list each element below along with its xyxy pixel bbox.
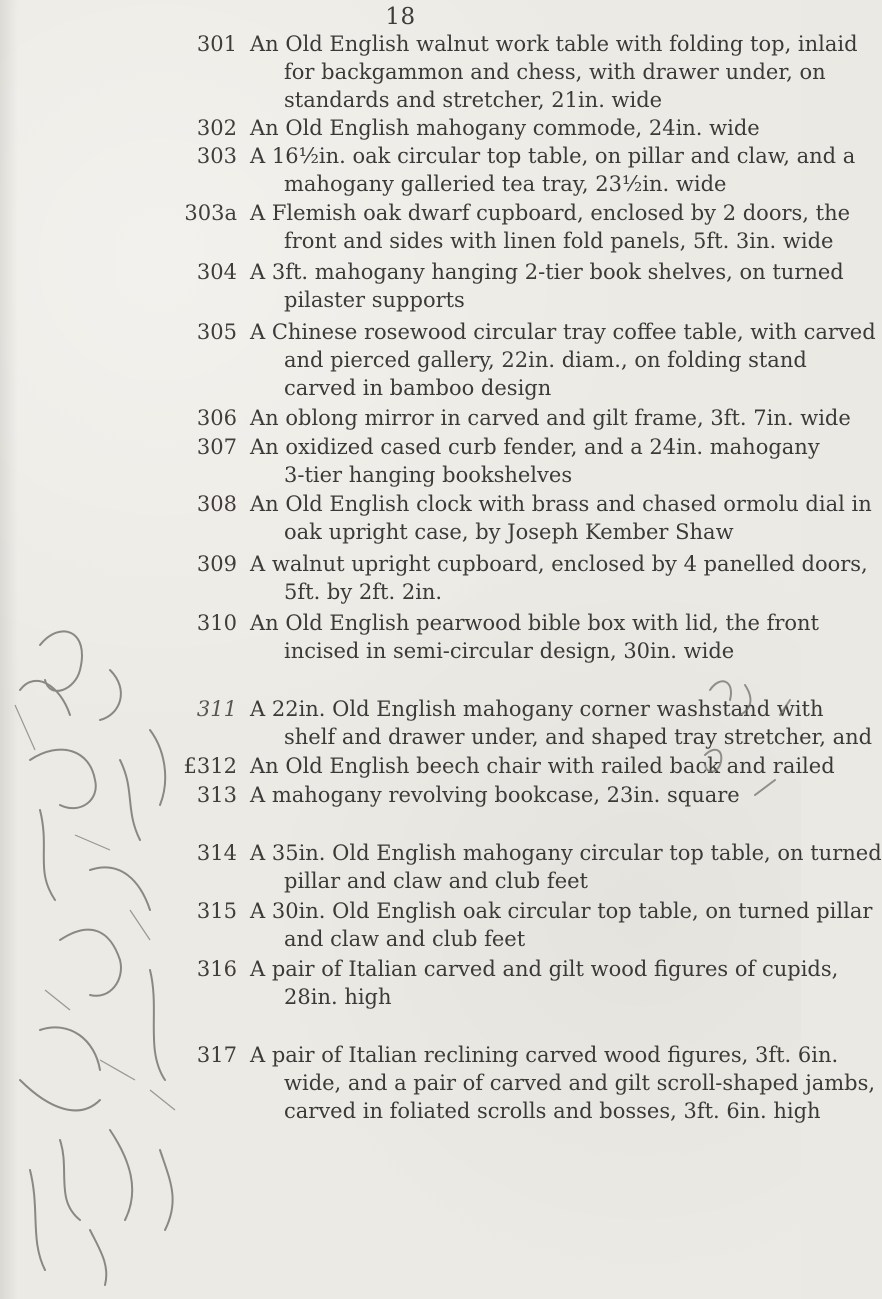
lot-description-line: A Chinese rosewood circular tray coffee table, with carved	[250, 320, 876, 344]
lot-number: 305	[196, 320, 237, 344]
lot-number: 303	[196, 144, 237, 168]
lot-description-line: An Old English clock with brass and chased ormolu dial in	[250, 492, 872, 516]
lot-number: 314	[196, 841, 237, 865]
lot-number: 317	[196, 1043, 237, 1067]
lot-number: 307	[196, 435, 237, 459]
lot-number: 302	[196, 116, 237, 140]
lot-description-line: An Old English pearwood bible box with lid, the front	[250, 611, 819, 635]
page-number: 18	[385, 4, 416, 30]
lot-description-line: A 3ft. mahogany hanging 2-tier book shelves, on turned	[250, 260, 844, 284]
lot-description-line: An Old English mahogany commode, 24in. wide	[250, 116, 760, 140]
lot-description	[250, 258, 844, 314]
lot-description	[250, 318, 876, 402]
lot-description-line: for backgammon and chess, with drawer under, on	[284, 60, 826, 84]
lot-description-line: An oxidized cased curb fender, and a 24in. mahogany	[250, 435, 820, 459]
lot-description-line: pilaster supports	[284, 288, 465, 312]
lot-description	[250, 142, 856, 198]
lot-number: 316	[196, 957, 237, 981]
lot-description-line: An Old English beech chair with railed back and railed	[250, 754, 835, 778]
lot-description-line: 28in. high	[284, 985, 392, 1009]
lot-description	[250, 897, 873, 953]
lot-number: 310	[196, 611, 237, 635]
lot-number: 308	[196, 492, 237, 516]
lot-description	[250, 433, 820, 489]
lot-number: 306	[196, 406, 237, 430]
lot-description-line: and claw and club feet	[284, 927, 526, 951]
lot-description	[250, 490, 872, 546]
lot-description-line: A Flemish oak dwarf cupboard, enclosed by 2 doors, the	[250, 201, 851, 225]
lot-description-line: carved in bamboo design	[284, 376, 552, 400]
lot-description-line: A 22in. Old English mahogany corner washstand with	[250, 697, 824, 721]
lot-description-line: A 35in. Old English mahogany circular top table, on turned	[250, 841, 882, 865]
lot-description-line: carved in foliated scrolls and bosses, 3ft. 6in. high	[284, 1099, 821, 1123]
lot-description-line: 5ft. by 2ft. 2in.	[284, 580, 443, 604]
lot-description	[250, 550, 868, 606]
lot-description	[250, 199, 851, 255]
lot-number: 309	[196, 552, 237, 576]
lot-description-line: A 16½in. oak circular top table, on pillar and claw, and a	[250, 144, 856, 168]
lot-description-line: An oblong mirror in carved and gilt frame, 3ft. 7in. wide	[250, 406, 851, 430]
lot-description-line: A pair of Italian reclining carved wood figures, 3ft. 6in.	[250, 1043, 839, 1067]
lot-description-line: shelf and drawer under, and shaped tray stretcher, and	[284, 725, 873, 749]
lot-description-line: wide, and a pair of carved and gilt scroll-shaped jambs,	[284, 1071, 876, 1095]
lot-description-line: and pierced gallery, 22in. diam., on folding stand	[284, 348, 807, 372]
lot-description-line: oak upright case, by Joseph Kember Shaw	[284, 520, 734, 544]
lot-description-line: A 30in. Old English oak circular top table, on turned pillar	[250, 899, 873, 923]
lot-description	[250, 955, 839, 1011]
lot-description-line: 3-tier hanging bookshelves	[284, 463, 573, 487]
lot-number: 303a	[184, 201, 237, 225]
lot-description-line: incised in semi-circular design, 30in. wide	[284, 639, 735, 663]
lot-description	[250, 839, 882, 895]
lot-description-line: mahogany galleried tea tray, 23½in. wide	[284, 172, 727, 196]
pencil-sketch-figure	[0, 610, 230, 1290]
lot-number: 301	[196, 32, 237, 56]
lot-number: 315	[196, 899, 237, 923]
lot-number: 304	[196, 260, 237, 284]
lot-description-line: An Old English walnut work table with folding top, inlaid	[250, 32, 858, 56]
lot-description-line: A walnut upright cupboard, enclosed by 4 panelled doors,	[250, 552, 868, 576]
lot-description	[250, 114, 790, 142]
lot-description	[250, 1041, 876, 1125]
lot-description-line: pillar and claw and club feet	[284, 869, 588, 893]
lot-number: 311	[196, 697, 237, 721]
pencil-margin-marks	[650, 605, 801, 825]
lot-description-line: standards and stretcher, 21in. wide	[284, 88, 663, 112]
lot-number: 313	[196, 783, 237, 807]
lot-description-line: A pair of Italian carved and gilt wood figures of cupids,	[250, 957, 839, 981]
lot-description	[250, 404, 851, 432]
lot-description-line: A mahogany revolving bookcase, 23in. square	[250, 783, 740, 807]
lot-number: £312	[183, 754, 237, 778]
lot-description	[250, 30, 858, 114]
lot-description-line: front and sides with linen fold panels, 5ft. 3in. wide	[284, 229, 834, 253]
